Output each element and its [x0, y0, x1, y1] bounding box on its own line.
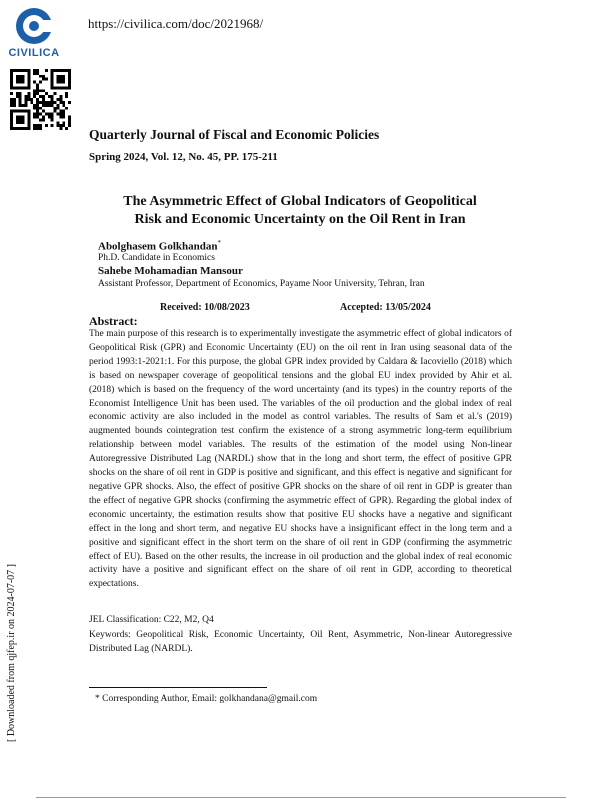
civilica-logo[interactable] [8, 6, 60, 59]
logo-text: CIVILICA [8, 47, 60, 59]
title-line-2: Risk and Economic Uncertainty on the Oil Rent in Iran [134, 212, 466, 227]
received-date: Received: 10/08/2023 [160, 302, 250, 313]
abstract-heading: Abstract: [89, 314, 138, 328]
jel-classification: JEL Classification: C22, M2, Q4 [89, 615, 214, 625]
qr-code-icon[interactable] [10, 69, 71, 130]
author-1-affiliation: Ph.D. Candidate in Economics [98, 253, 215, 263]
journal-name: Quarterly Journal of Fiscal and Economic Policies [89, 127, 380, 142]
author-2-affiliation: Assistant Professor, Department of Economics, Payame Noor University, Tehran, Iran [98, 279, 425, 289]
keywords: Keywords: Geopolitical Risk, Economic Uncertainty, Oil Rent, Asymmetric, Non-linear Autoregressive Distributed Lag (NARDL). [89, 630, 512, 654]
document-url[interactable]: https://civilica.com/doc/2021968/ [88, 16, 264, 31]
paper-title [60, 193, 540, 229]
author-1-name: Abolghasem Golkhandan [98, 240, 218, 253]
footnote: * Corresponding Author, Email: golkhandana@gmail.com [95, 694, 318, 704]
download-side-note: [ Downloaded from qjfep.ir on 2024-07-07 ] [6, 563, 17, 742]
accepted-date: Accepted: 13/05/2024 [340, 302, 431, 313]
bottom-divider [36, 797, 566, 798]
abstract-text: The main purpose of this research is to experimentally investigate the asymmetric effect of global indicators of Geopolitical Risk (GPR) and Economic Uncertainty (EU) on the oil rent in Iran using seasonal data of the period 1993:1-2021:1. For this purpose, the global GPR index provided by Caldara & Iacoviello (2018) which is based on newspaper coverage of geopolitical tensions and the global EU index provided by Ahir et al. (2018) which is based on the frequency of the word uncertainty (and its types) in the country reports of the Economist Intelligence Unit has been used. The variables of the oil production and the global index of real economic activity are also included in the model as control variables. The results of Sam et al.'s (2019) augmented bounds cointegration test confirm the existence of a strong asymmetric long-term equilibrium relationship between model variables. The results of the estimation of the model using Non-linear Autoregressive Distributed Lag (NARDL) show that in the long and short term, the effect of positive GPR shocks on the share of oil rent in GDP is positive and significant, and this effect is negative and significant for negative GPR shocks. Also, the effect of positive GPR shocks on the share of oil rent in GDP is greater than the effect of negative GPR shocks (confirming the asymmetric effect of GPR). Regarding the global index of economic uncertainty, the estimation results show that positive EU shocks have a negative and significant effect in the long and short term, and negative EU shocks have a insignificant effect in the long term and a positive and significant effect in the short term on the share of oil rent in GDP (confirming the asymmetric effect of EU). Based on the other results, the increase in oil production and the global index of real economic activity have a positive and significant effect on the share of oil rent in GDP, according to theoretical expectations. [89, 329, 512, 590]
corresponding-mark: * [217, 239, 222, 247]
issue-info: Spring 2024, Vol. 12, No. 45, PP. 175-211 [89, 151, 278, 163]
title-line-1: The Asymmetric Effect of Global Indicators of Geopolitical [123, 194, 477, 209]
author-2-name: Sahebe Mohamadian Mansour [98, 265, 243, 277]
author-1 [98, 239, 221, 253]
footnote-divider [89, 687, 267, 688]
civilica-logo-icon [14, 6, 54, 46]
